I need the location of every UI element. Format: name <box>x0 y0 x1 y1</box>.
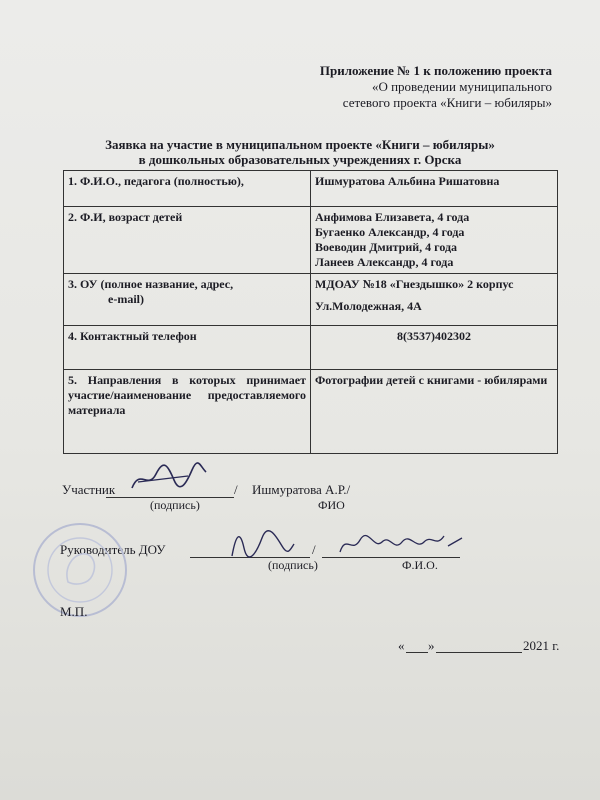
date-day-line <box>406 638 428 653</box>
child-4: Ланеев Александр, 4 года <box>315 255 454 269</box>
table-row <box>64 326 558 370</box>
participant-label: Участник <box>62 482 116 497</box>
table-row <box>64 370 558 454</box>
child-1: Анфимова Елизавета, 4 года <box>315 210 470 224</box>
date-quote-close: » <box>428 638 435 653</box>
row2-label: 2. Ф.И, возраст детей <box>64 207 311 274</box>
participant-signature <box>128 460 208 496</box>
participant-fio-hint: ФИО <box>318 498 345 512</box>
table-row <box>64 274 558 326</box>
date-year: 2021 г. <box>523 638 560 653</box>
title-line-2: в дошкольных образовательных учреждениях г. Орска <box>138 152 462 167</box>
appendix-line-3: сетевого проекта «Книги – юбиляры» <box>342 95 552 110</box>
row3-value <box>311 274 558 326</box>
row5-value: Фотографии детей с книгами - юбилярами <box>311 370 558 454</box>
table-row <box>64 207 558 274</box>
row3-label-line1: 3. ОУ (полное название, адрес, <box>68 277 234 291</box>
table-row <box>64 171 558 207</box>
row1-label: 1. Ф.И.О., педагога (полностью), <box>64 171 311 207</box>
appendix-line-2: «О проведении муниципального <box>371 79 552 94</box>
head-name-handwritten <box>336 528 466 562</box>
org-name: МДОАУ №18 «Гнездышко» 2 корпус <box>315 277 514 291</box>
stamp-place-label: М.П. <box>60 604 88 619</box>
row3-label-line2: e-mail) <box>108 292 144 306</box>
row1-value: Ишмуратова Альбина Ришатовна <box>311 171 558 207</box>
row4-value: 8(3537)402302 <box>311 326 558 370</box>
row3-label <box>64 274 311 326</box>
title-line-1: Заявка на участие в муниципальном проекте «Книги – юбиляры» <box>105 137 495 152</box>
participant-sign-hint: (подпись) <box>150 498 200 512</box>
application-title <box>0 137 600 167</box>
row5-label: 5. Направления в которых принимает участие/наименование предоставляемого материала <box>64 370 311 454</box>
appendix-header <box>320 63 552 111</box>
head-slash: / <box>312 542 316 557</box>
row4-label: 4. Контактный телефон <box>64 326 311 370</box>
row2-value <box>311 207 558 274</box>
appendix-title: Приложение № 1 к положению проекта <box>319 63 552 78</box>
child-3: Воеводин Дмитрий, 4 года <box>315 240 458 254</box>
participant-name: Ишмуратова А.Р./ <box>252 482 351 497</box>
head-fio-hint: Ф.И.О. <box>402 558 438 572</box>
head-sign-hint: (подпись) <box>268 558 318 572</box>
participant-slash: / <box>234 482 238 497</box>
head-label: Руководитель ДОУ <box>60 542 166 557</box>
org-address: Ул.Молодежная, 4А <box>315 299 422 313</box>
date-month-line <box>436 638 522 653</box>
application-table <box>63 170 558 454</box>
date-quote-open: « <box>398 638 405 653</box>
child-2: Бугаенко Александр, 4 года <box>315 225 465 239</box>
